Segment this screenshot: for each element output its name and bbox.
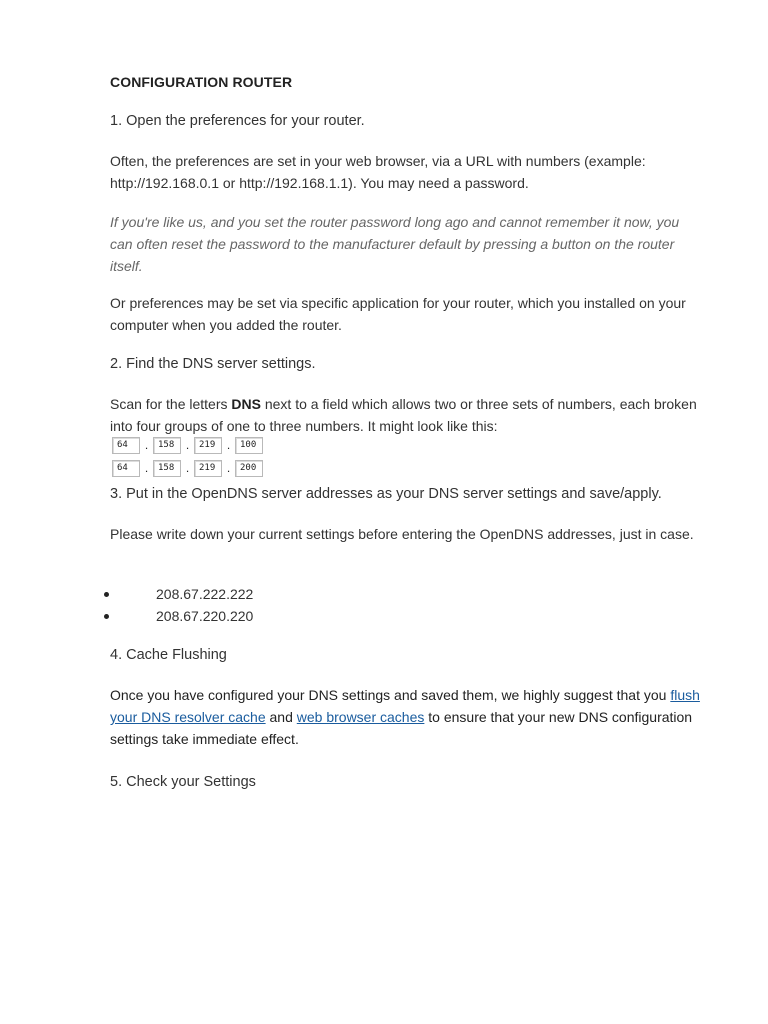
scan-text-before: Scan for the letters <box>110 396 232 412</box>
step4-paragraph <box>110 684 708 750</box>
dns-octet-field[interactable]: 100 <box>235 437 263 454</box>
octet-separator: . <box>144 437 149 452</box>
step2-scan-paragraph <box>110 393 700 437</box>
step4-heading: 4. Cache Flushing <box>110 647 227 663</box>
dns-octet-field[interactable]: 219 <box>194 437 222 454</box>
dns-octet-field[interactable]: 64 <box>112 460 140 477</box>
list-item <box>110 583 710 605</box>
bullet-icon <box>104 614 109 619</box>
bullet-icon <box>104 592 109 597</box>
dns-octet-field[interactable]: 158 <box>153 460 181 477</box>
dns-field-row-primary <box>112 436 263 454</box>
octet-separator: . <box>226 460 231 475</box>
document-title: CONFIGURATION ROUTER <box>110 74 293 90</box>
dns-octet-field[interactable]: 219 <box>194 460 222 477</box>
dns-octet-field[interactable]: 158 <box>153 437 181 454</box>
step2-heading: 2. Find the DNS server settings. <box>110 356 316 372</box>
octet-separator: . <box>185 460 190 475</box>
opendns-address: 208.67.220.220 <box>156 608 254 624</box>
dns-keyword: DNS <box>231 396 261 412</box>
opendns-address: 208.67.222.222 <box>156 586 254 602</box>
step1-application-paragraph: Or preferences may be set via specific application for your router, which you installed on your computer when you added the router. <box>110 295 686 333</box>
step1-password-note: If you're like us, and you set the router password long ago and cannot remember it now, you can often reset the password to the manufacturer default by pressing a button on the router itself. <box>110 214 680 274</box>
step1-heading: 1. Open the preferences for your router. <box>110 113 365 129</box>
step3-paragraph: Please write down your current settings before entering the OpenDNS addresses, just in case. <box>110 526 694 542</box>
flush-dns-resolver-link[interactable]: flush your DNS resolver cache <box>110 687 700 725</box>
flush-text-before: Once you have configured your DNS settings and saved them, we highly suggest that you <box>110 687 671 703</box>
octet-separator: . <box>226 437 231 452</box>
dns-octet-field[interactable]: 200 <box>235 460 263 477</box>
scan-text-after: next to a field which allows two or three sets of numbers, each broken into four groups of one to three numbers. It might look like this: <box>110 396 697 434</box>
opendns-address-list <box>110 583 710 627</box>
flush-text-after: to ensure that your new DNS configuration settings take immediate effect. <box>110 709 693 747</box>
octet-separator: . <box>144 460 149 475</box>
list-item <box>110 605 710 627</box>
dns-octet-field[interactable]: 64 <box>112 437 140 454</box>
step1-paragraph: Often, the preferences are set in your web browser, via a URL with numbers (example: http://192.168.0.1 or http://192.168.1.1). You may need a password. <box>110 153 646 191</box>
flush-text-mid: and <box>265 709 297 725</box>
web-browser-caches-link[interactable]: web browser caches <box>296 709 425 725</box>
dns-field-row-secondary <box>112 459 263 477</box>
octet-separator: . <box>185 437 190 452</box>
step5-heading: 5. Check your Settings <box>110 774 256 790</box>
step3-heading: 3. Put in the OpenDNS server addresses as your DNS server settings and save/apply. <box>110 486 662 502</box>
